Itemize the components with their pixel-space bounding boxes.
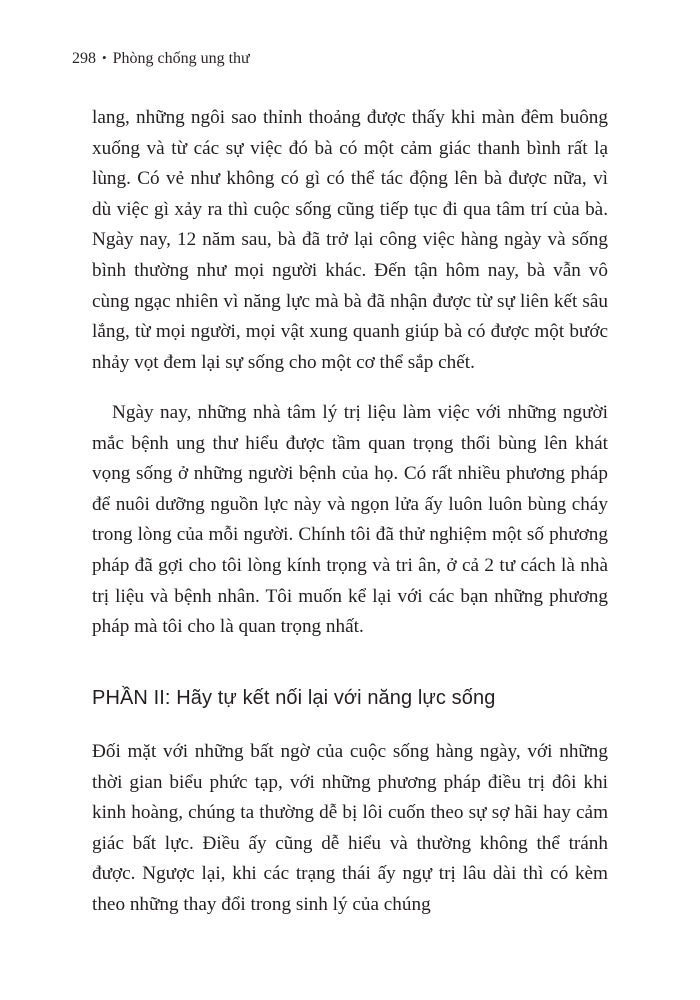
section-heading: PHẦN II: Hãy tự kết nối lại với năng lực sống xyxy=(92,687,496,709)
header-separator: • xyxy=(102,50,107,65)
page-number: 298 xyxy=(72,50,96,67)
body-paragraph-1: lang, những ngôi sao thỉnh thoảng được thấy khi màn đêm buông xuống và từ các sự việc đó bà có một cảm giác thanh bình rất lạ lùng. Có vẻ như không có gì có thể tác động lên bà được nữa, vì dù việc gì xảy ra thì cuộc sống cũng tiếp tục đi qua tâm trí của bà. Ngày nay, 12 năm sau, bà đã trở lại công việc hàng ngày và sống bình thường như mọi người khác. Đến tận hôm nay, bà vẫn vô cùng ngạc nhiên vì năng lực mà bà đã nhận được từ sự liên kết sâu lắng, từ mọi người, mọi vật xung quanh giúp bà có được một bước nhảy vọt đem lại sự sống cho một cơ thể sắp chết. xyxy=(92,107,608,373)
running-header xyxy=(72,49,250,69)
body-paragraph-3: Đối mặt với những bất ngờ của cuộc sống hàng ngày, với những thời gian biểu phức tạp, với những phương pháp điều trị đôi khi kinh hoàng, chúng ta thường dễ bị lôi cuốn theo sự sợ hãi hay cảm giác bất lực. Điều ấy cũng dễ hiểu và thường không thể tránh được. Ngược lại, khi các trạng thái ấy ngự trị lâu dài thì có kèm theo những thay đổi trong sinh lý của chúng xyxy=(92,741,608,915)
body-paragraph-2: Ngày nay, những nhà tâm lý trị liệu làm việc với những người mắc bệnh ung thư hiểu được tầm quan trọng thổi bùng lên khát vọng sống ở những người bệnh của họ. Có rất nhiều phương pháp để nuôi dưỡng nguồn lực này và ngọn lửa ấy luôn luôn bùng cháy trong lòng của mỗi người. Chính tôi đã thử nghiệm một số phương pháp đã gợi cho tôi lòng kính trọng và tri ân, ở cả 2 tư cách là nhà trị liệu và bệnh nhân. Tôi muốn kể lại với các bạn những phương pháp mà tôi cho là quan trọng nhất. xyxy=(92,402,608,638)
book-title: Phòng chống ung thư xyxy=(112,50,250,67)
